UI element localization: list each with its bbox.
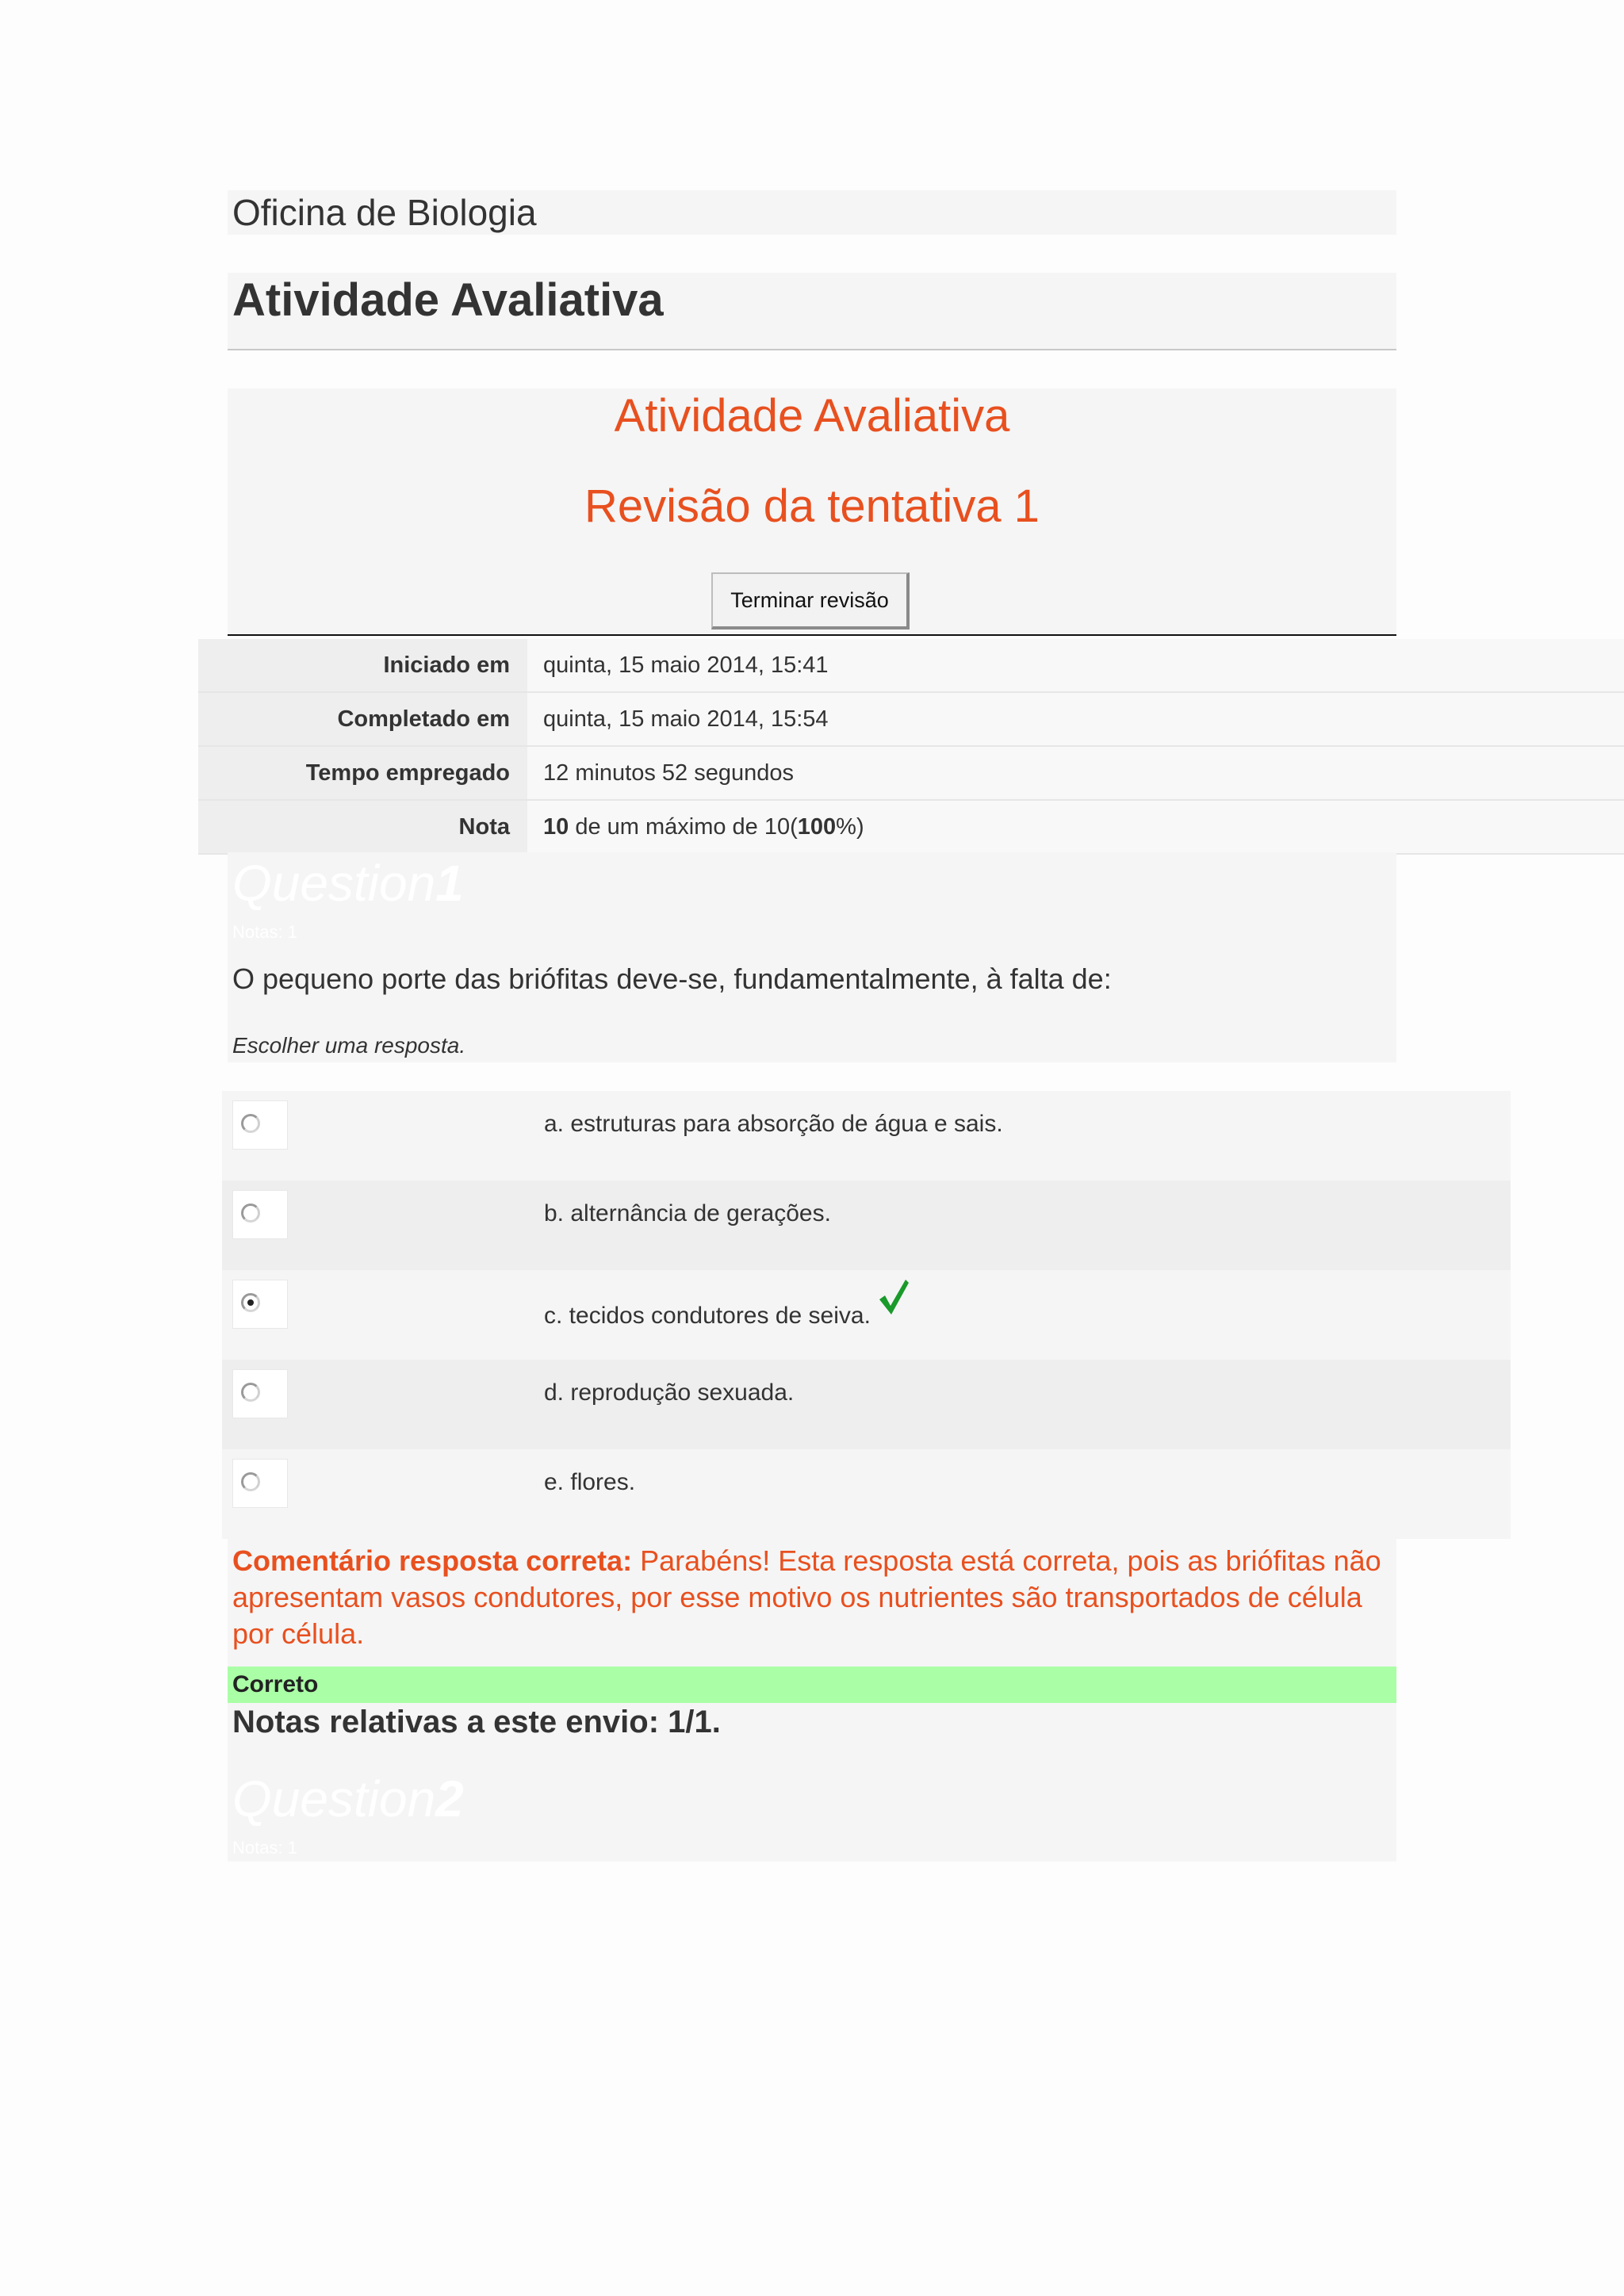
check-icon bbox=[877, 1278, 910, 1316]
answer-label: b. alternância de gerações. bbox=[544, 1200, 831, 1226]
page-title: Atividade Avaliativa bbox=[232, 274, 664, 326]
grade-score: 10 bbox=[543, 813, 569, 840]
radio-box bbox=[232, 1369, 288, 1418]
summary-label: Completado em bbox=[198, 692, 527, 746]
answer-option-d[interactable] bbox=[222, 1360, 1511, 1449]
grade-suffix: %) bbox=[836, 813, 864, 840]
radio-box bbox=[232, 1190, 288, 1239]
question-grade: Notas: 1 bbox=[232, 922, 297, 942]
answer-label: a. estruturas para absorção de água e sais. bbox=[544, 1111, 1003, 1137]
summary-value: quinta, 15 maio 2014, 15:54 bbox=[527, 692, 1624, 746]
radio-button[interactable] bbox=[241, 1383, 260, 1402]
question-number-prefix: Question bbox=[232, 855, 436, 912]
course-title[interactable]: Oficina de Biologia bbox=[232, 192, 537, 233]
answer-label-wrap bbox=[544, 1302, 871, 1330]
radio-box bbox=[232, 1459, 288, 1508]
grade-middle: de um máximo de 10( bbox=[569, 813, 798, 840]
grade-percent: 100 bbox=[797, 813, 837, 840]
end-review-button[interactable]: Terminar revisão bbox=[711, 572, 910, 629]
feedback-paragraph bbox=[232, 1543, 1398, 1652]
radio-box bbox=[232, 1280, 288, 1329]
radio-box bbox=[232, 1100, 288, 1150]
question-grade: Notas: 1 bbox=[232, 1838, 297, 1858]
radio-dot bbox=[247, 1299, 254, 1306]
answer-option-c[interactable] bbox=[222, 1270, 1511, 1360]
feedback-text: Parabéns! Esta resposta está correta, pois as briófitas não apresentam vasos condutores, por esse motivo os nutrientes são transportados de célula por célula. bbox=[232, 1544, 1381, 1650]
question-number-prefix: Question bbox=[232, 1770, 436, 1827]
summary-label: Iniciado em bbox=[198, 639, 527, 692]
answer-label: c. tecidos condutores de seiva. bbox=[544, 1303, 871, 1329]
review-header bbox=[228, 388, 1396, 636]
answer-label: e. flores. bbox=[544, 1469, 636, 1495]
grades-summary: Notas relativas a este envio: 1/1. bbox=[232, 1705, 721, 1739]
answer-option-b[interactable] bbox=[222, 1181, 1511, 1270]
summary-row-grade bbox=[198, 800, 1624, 854]
question-1 bbox=[228, 852, 1396, 1062]
attempt-summary-table bbox=[198, 639, 1624, 855]
answer-feedback bbox=[228, 1538, 1396, 1667]
summary-row bbox=[198, 746, 1624, 800]
question-number-value: 1 bbox=[435, 855, 464, 912]
summary-value: quinta, 15 maio 2014, 15:41 bbox=[527, 639, 1624, 692]
summary-row bbox=[198, 692, 1624, 746]
review-subtitle: Revisão da tentativa 1 bbox=[584, 480, 1040, 532]
grade-value bbox=[527, 800, 1624, 854]
page-header bbox=[228, 273, 1396, 350]
question-prompt: Escolher uma resposta. bbox=[232, 1033, 466, 1058]
radio-button-selected[interactable] bbox=[241, 1293, 260, 1312]
answer-option-a[interactable] bbox=[222, 1091, 1511, 1181]
summary-value: 12 minutos 52 segundos bbox=[527, 746, 1624, 800]
grade-label: Nota bbox=[198, 800, 527, 854]
radio-button[interactable] bbox=[241, 1114, 260, 1133]
answer-label: d. reprodução sexuada. bbox=[544, 1380, 795, 1406]
result-badge bbox=[228, 1667, 1396, 1703]
answer-option-e[interactable] bbox=[222, 1449, 1511, 1539]
radio-button[interactable] bbox=[241, 1203, 260, 1223]
summary-label: Tempo empregado bbox=[198, 746, 527, 800]
summary-row bbox=[198, 639, 1624, 692]
answer-list bbox=[222, 1091, 1511, 1539]
feedback-label: Comentário resposta correta: bbox=[232, 1544, 633, 1577]
question-text: O pequeno porte das briófitas deve-se, fundamentalmente, à falta de: bbox=[232, 962, 1112, 995]
question-number-value: 2 bbox=[435, 1770, 464, 1827]
course-header bbox=[228, 190, 1396, 235]
radio-button[interactable] bbox=[241, 1472, 260, 1491]
review-title: Atividade Avaliativa bbox=[614, 390, 1010, 442]
question-2 bbox=[228, 1703, 1396, 1862]
result-text: Correto bbox=[232, 1671, 319, 1697]
question-number bbox=[232, 852, 464, 914]
question-number bbox=[232, 1768, 464, 1830]
